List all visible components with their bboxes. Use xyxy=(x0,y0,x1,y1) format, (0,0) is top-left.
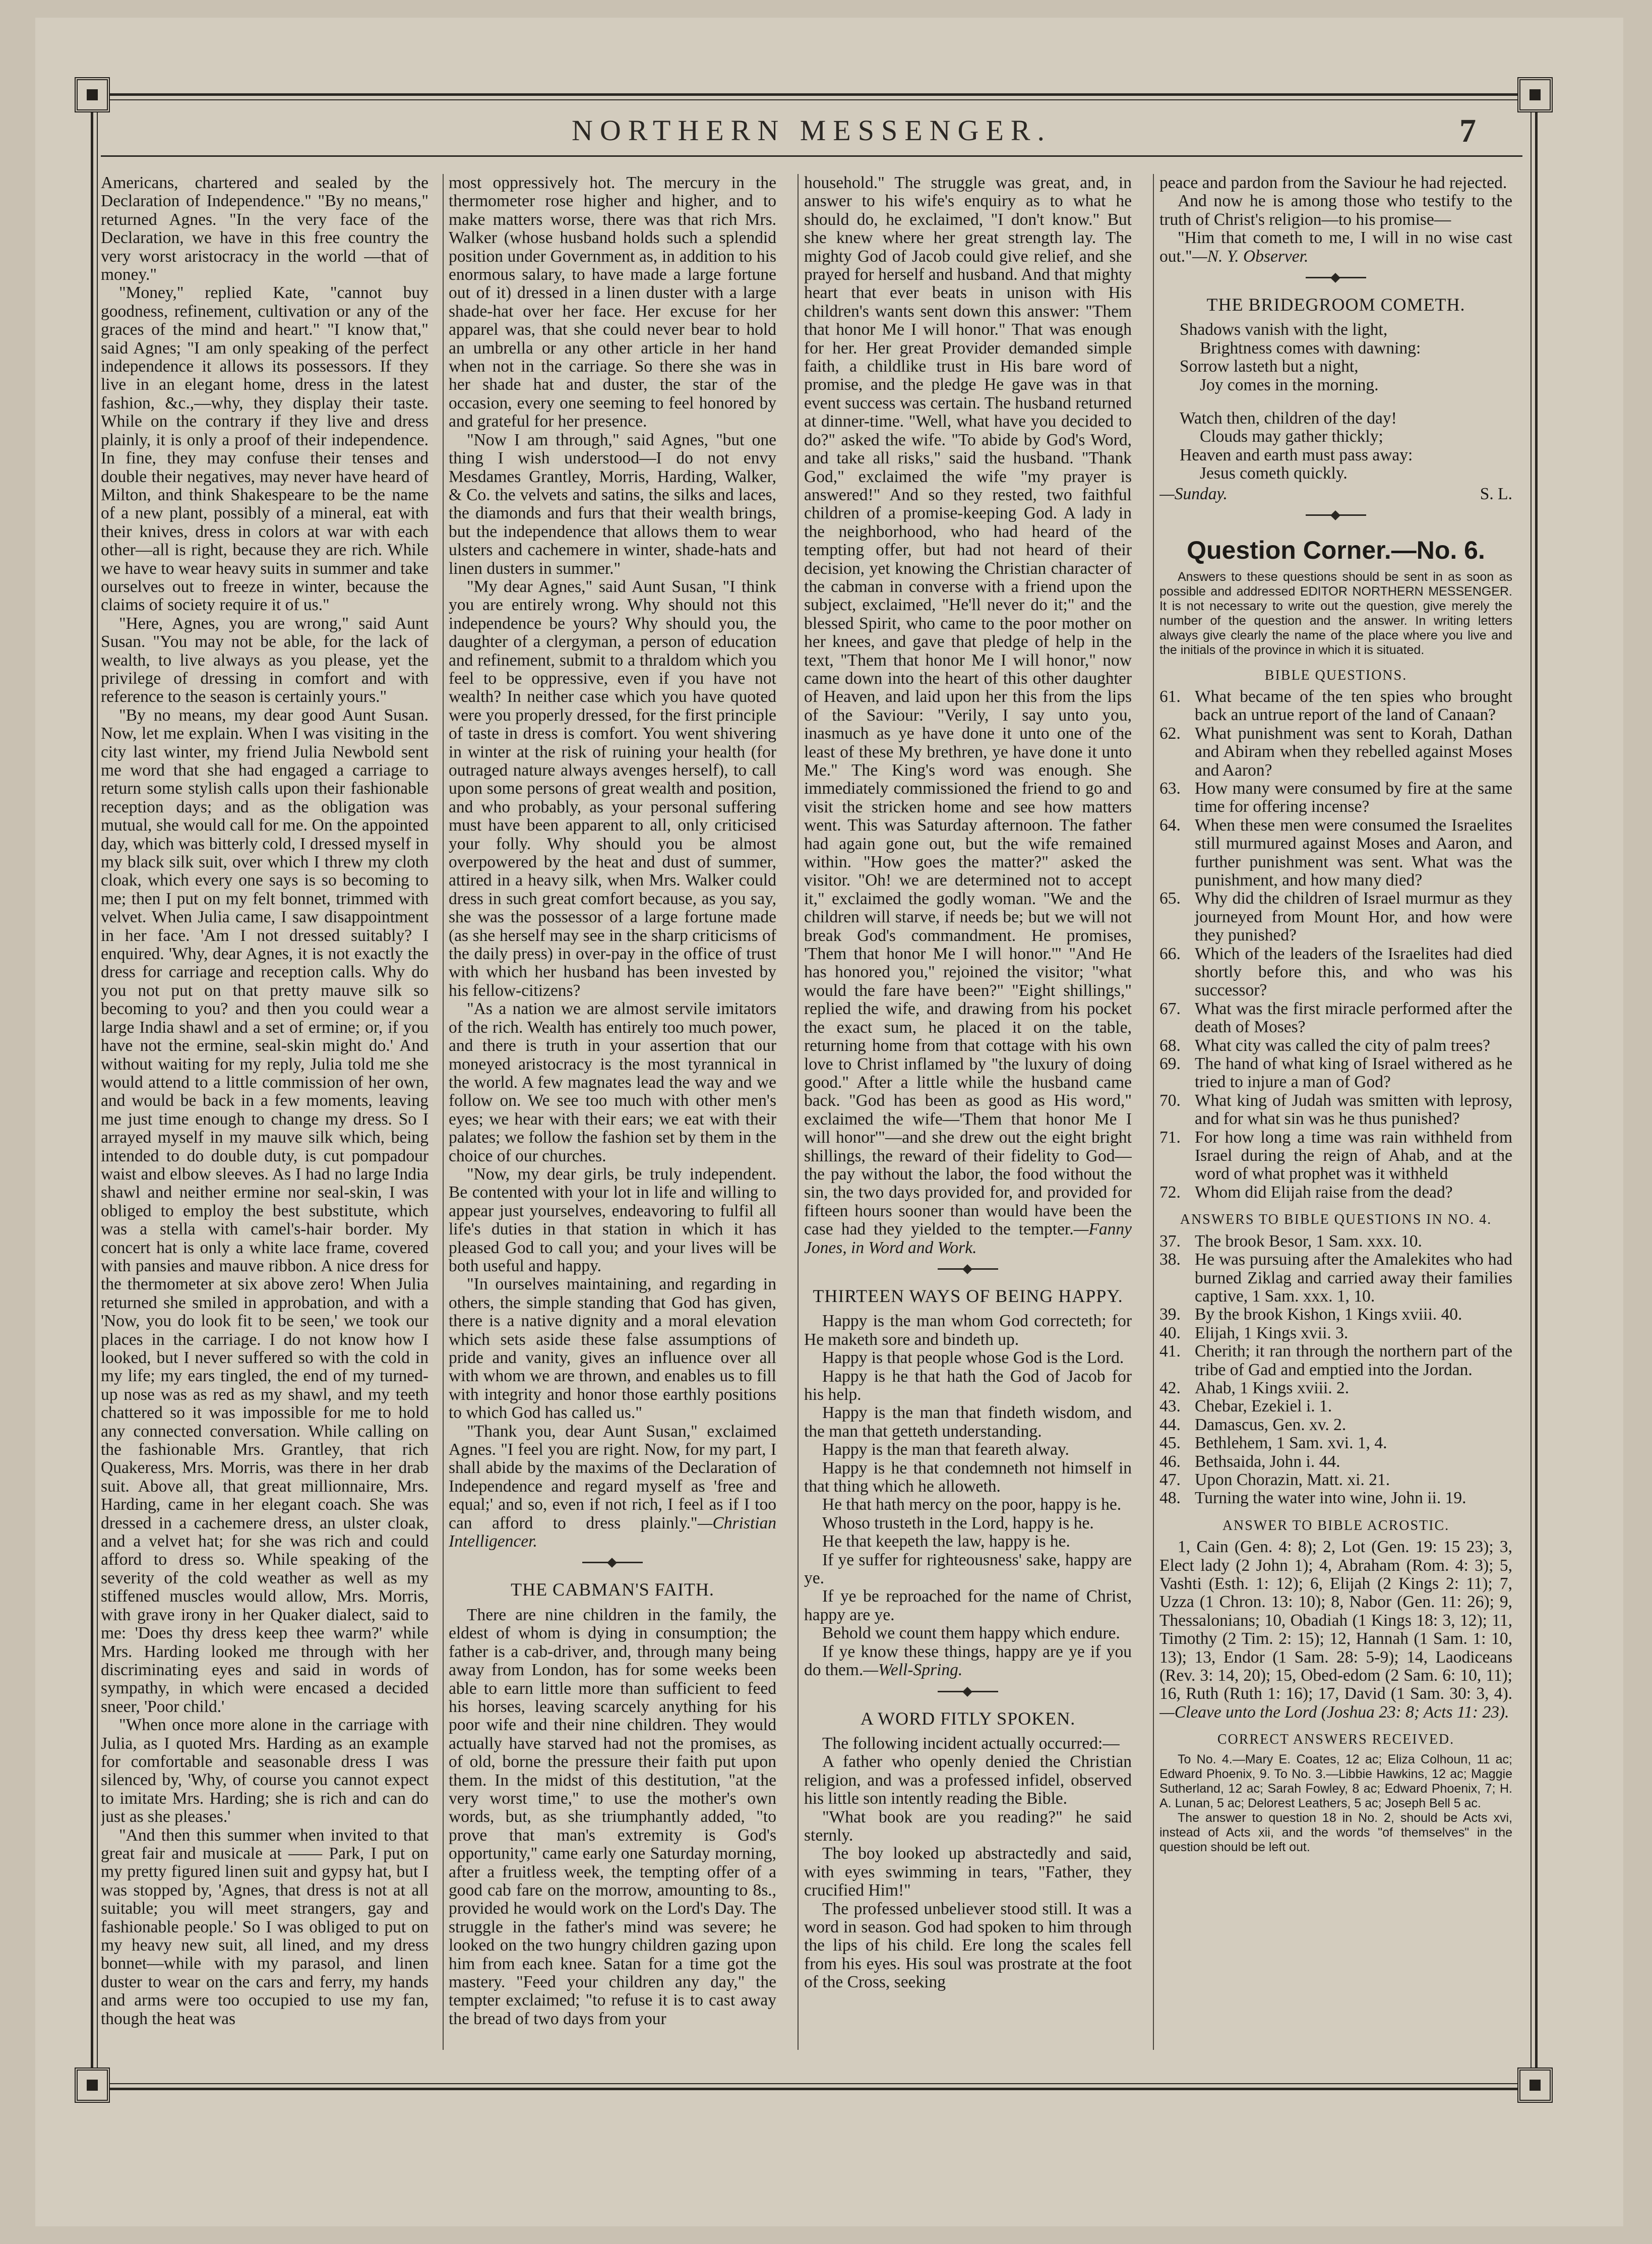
happy-line: Happy is the man that findeth wisdom, and the man that getteth understanding. xyxy=(804,1403,1132,1441)
question-text: What king of Judah was smitten with leprosy, and for what sin was he thus punished? xyxy=(1195,1091,1512,1129)
answer-text: Chebar, Ezekiel i. 1. xyxy=(1195,1397,1332,1416)
source-credit: —Christian Intelligencer. xyxy=(449,1513,776,1551)
article-paragraph: "Here, Agnes, you are wrong," said Aunt Susan. "You may not be able, for the lack of wealth, to live always as you please, yet the privilege of dressing in comfort and with reference to the season is certainly yours." xyxy=(101,614,429,706)
answer-number: 45. xyxy=(1159,1434,1181,1453)
correct-answers-heading: CORRECT ANSWERS RECEIVED. xyxy=(1217,1732,1455,1748)
correction-note: The answer to question 18 in No. 2, should be Acts xvi, instead of Acts xii, and the words "of themselves" in the question should be left out. xyxy=(1159,1810,1512,1854)
article-paragraph: "My dear Agnes," said Aunt Susan, "I think you are entirely wrong. Why should not this independence be yours? Why should you, the daughter of a clergyman, a person of education and refinement, submit to a thraldom which you feel to be oppressive, even if you have not wealth? In neither case which you have quoted were you properly dressed, for the first principle of taste in dress is comfort. You went shivering in winter at the risk of ruining your health (for outraged nature always avenges herself), to call upon some persons of great wealth and position, and who probably, as your personal suffering must have been apparent to all, only criticised your folly. Why should you be almost overpowered by the heat and dust of summer, attired in a heavy silk, when Mrs. Walker could dress in such great comfort because, as you say, she was the possessor of a large fortune made (as she herself may see in the sharp criticisms of the daily press) in over-pay in the office of trust with which her husband has been invested by his fellow-citizens? xyxy=(449,577,776,1000)
section-divider xyxy=(1306,277,1366,278)
masthead-title: NORTHERN MESSENGER. xyxy=(571,114,1052,147)
happy-line: He that hath mercy on the poor, happy is he. xyxy=(822,1495,1122,1514)
list-item xyxy=(1159,1471,1512,1489)
answer-text: Turning the water into wine, John ii. 19. xyxy=(1195,1489,1466,1508)
article-paragraph: peace and pardon from the Saviour he had rejected. xyxy=(1159,174,1507,192)
list-item xyxy=(1159,1397,1512,1415)
poem-line: Joy comes in the morning. xyxy=(1200,375,1379,394)
header-rule xyxy=(101,155,1522,157)
answer-text: Bethsaida, John i. 44. xyxy=(1195,1452,1340,1471)
article-paragraph: And now he is among those who testify to the truth of Christ's religion—to his promise— xyxy=(1159,192,1512,229)
question-number: 62. xyxy=(1159,724,1181,743)
answer-number: 47. xyxy=(1159,1470,1181,1489)
list-item xyxy=(1159,725,1512,780)
answers-list xyxy=(1159,1232,1512,1508)
poem-line: Clouds may gather thickly; xyxy=(1200,427,1383,446)
corner-ornament xyxy=(1517,77,1553,112)
column-separator xyxy=(798,174,799,2050)
poem-line: Jesus cometh quickly. xyxy=(1200,464,1348,483)
section-divider xyxy=(938,1691,998,1692)
acrostic-heading: ANSWER TO BIBLE ACROSTIC. xyxy=(1222,1517,1450,1533)
answer-text: Cherith; it ran through the northern part of the tribe of Gad and emptied into the Jordan. xyxy=(1195,1342,1512,1379)
list-item xyxy=(1159,780,1512,816)
bible-questions-list xyxy=(1159,688,1512,1202)
poem xyxy=(1180,321,1512,483)
question-number: 72. xyxy=(1159,1183,1181,1202)
article-paragraph: The following incident actually occurred:— xyxy=(822,1734,1120,1753)
list-item xyxy=(1159,1251,1512,1306)
column-1 xyxy=(101,174,429,2050)
question-number: 70. xyxy=(1159,1091,1181,1110)
answer-number: 42. xyxy=(1159,1378,1181,1397)
page-number: 7 xyxy=(1459,112,1476,149)
question-text: For how long a time was rain withheld from Israel during the reign of Ahab, and at the word of what prophet was it withheld xyxy=(1195,1128,1512,1184)
question-text: How many were consumed by fire at the same time for offering incense? xyxy=(1195,779,1512,816)
answer-number: 39. xyxy=(1159,1305,1181,1324)
article-paragraph: Americans, chartered and sealed by the Declaration of Independence." "By no means," returned Agnes. "In the very face of the Declaration, we have in this free country the very worst aristocracy in the world —that of money." xyxy=(101,174,429,284)
question-number: 63. xyxy=(1159,779,1181,798)
corner-ornament xyxy=(75,77,110,112)
poem-line: Heaven and earth must pass away: xyxy=(1180,445,1413,464)
question-text: What city was called the city of palm trees? xyxy=(1195,1036,1491,1055)
list-item xyxy=(1159,1489,1512,1507)
answer-number: 46. xyxy=(1159,1452,1181,1471)
answer-text: Damascus, Gen. xv. 2. xyxy=(1195,1415,1347,1434)
article-title: THIRTEEN WAYS OF BEING HAPPY. xyxy=(813,1285,1123,1306)
answer-number: 40. xyxy=(1159,1323,1181,1342)
happy-line: He that keepeth the law, happy is he. xyxy=(822,1532,1070,1551)
correct-answers-text: To No. 4.—Mary E. Coates, 12 ac; Eliza Colhoun, 11 ac; Edward Phoenix, 9. To No. 3.—Libbie Hawkins, 12 ac; Maggie Sutherland, 12 ac; Sarah Fowley, 8 ac; Edward Phoenix, 7; H. A. Lunan, 5 ac; Delorest Leathers, 5 ac; Joseph Bell 5 ac. xyxy=(1159,1752,1512,1810)
acrostic-text: 1, Cain (Gen. 4: 8); 2, Lot (Gen. 19: 15 23); 3, Elect lady (2 John 1); 4, Abraham (Rom. 4: 3); 5, Vashti (Esth. 1: 12); 6, Elijah (2 Kings 2: 11); 7, Uzza (1 Chron. 13: 10); 8, Nabor (Gen. 11: 26); 9, Thessalonians; 10, Obadiah (1 Kings 18: 3, 12); 11, Timothy (2 Tim. 2: 15); 12, Hannah (1 Sam. 1: 10, 13); 13, Endor (1 Sam. 28: 5-9); 14, Laodiceans (Rev. 3: 14, 20); 15, Obed-edom (2 Sam. 6: 10, 11); 16, Ruth (Ruth 1: 16); 17, David (1 Sam. 30: 3, 4). xyxy=(1159,1538,1512,1703)
question-text: Why did the children of Israel murmur as they journeyed from Mount Hor, and how were they punished? xyxy=(1195,889,1512,945)
list-item xyxy=(1159,1416,1512,1434)
list-item xyxy=(1159,1453,1512,1471)
question-text: The hand of what king of Israel withered as he tried to injure a man of God? xyxy=(1195,1054,1512,1092)
poem-line: Sorrow lasteth but a night, xyxy=(1180,357,1359,376)
answer-number: 48. xyxy=(1159,1489,1181,1508)
list-item xyxy=(1159,1306,1512,1324)
happy-line: If ye suffer for righteousness' sake, happy are ye. xyxy=(804,1550,1132,1588)
corner-ornament xyxy=(75,2068,110,2103)
question-number: 71. xyxy=(1159,1128,1181,1147)
article-paragraph: most oppressively hot. The mercury in the thermometer rose higher and higher, and to make matters worse, there was that rich Mrs. Walker (whose husband holds such a splendid position under Government as, in addition to his enormous salary, to have made a large fortune out of it) dressed in a linen duster with a large shade-hat over her face. Her excuse for her apparel was, that she could never bear to hold an umbrella or any other article in her hand when not in the carriage. So there she was in her shade hat and duster, the star of the occasion, every one seeming to feel honored by and grateful for her presence. xyxy=(449,174,776,431)
answer-text: Elijah, 1 Kings xvii. 3. xyxy=(1195,1323,1349,1342)
answer-text: Upon Chorazin, Matt. xi. 21. xyxy=(1195,1470,1390,1489)
column-4 xyxy=(1159,174,1512,2050)
list-item xyxy=(1159,1232,1512,1251)
answer-number: 38. xyxy=(1159,1250,1181,1269)
section-divider xyxy=(938,1268,998,1270)
article-paragraph: "And then this summer when invited to that great fair and musicale at —— Park, I put on my pretty figured linen suit and gypsy hat, but I was stopped by, 'Agnes, that dress is not at all suitable; you will meet strangers, gay and fashionable people.' So I was obliged to put on my heavy new suit, all lined, and my dress bonnet—while with my parasol, and linen duster to wear on the cars and ferry, my hands and arms were too occupied to use my fan, though the heat was xyxy=(101,1825,429,2028)
column-2 xyxy=(449,174,776,2050)
article-paragraph-text: household." The struggle was great, and, in answer to his wife's enquiry as to what he should do, he exclaimed, "I don't know." But she knew where her great strength lay. The mighty God of Jacob could give relief, and she prayed for herself and husband. And that mighty heart that ever beats in unison with His children's wants sent down this answer: "Them that honor Me I will honor." That was enough for her. Her great Provider demanded simple faith, a childlike trust in His bare word of promise, and the pledge He gave was in that event success was certain. The husband returned at dinner-time. "Well, what have you decided to do?" asked the wife. "To abide by God's Word, and take all risks," said the husband. "Thank God," exclaimed the wife "my prayer is answered!" And so they rested, two faithful children of a promise-keeping God. A lady in the neighborhood, who had heard of the tempting offer, but had not heard of their decision, yet knowing the Christian character of the cabman in converse with a friend upon the subject, exclaimed, "He'll never do it;" and the blessed Spirit, who came to the poor mother on her knees, and gave that pledge of help in the text, "Them that honor Me I will honor," now came down into the heart of this other daughter of Heaven, and laid upon her this from the lips of the Saviour: "Verily, I say unto you, inasmuch as ye have done it unto one of the least of these My brethren, ye have done it unto Me." The King's word was enough. She immediately commissioned the friend to go and visit the stricken home and see how matters went. This was Saturday afternoon. The father had again gone out, but the wife remained within. "How goes the matter?" asked the visitor. "Oh! we are determined not to accept it," exclaimed the godly woman. "We and the children will starve, if needs be; but we will not break God's commandment. He promises, 'Them that honor Me I will honor.'" "And He has honored you," rejoined the visitor; "what would the fare have been?" "Eight shillings," replied the wife, and drawing from his pocket the exact sum, he placed it on the table, returning home from that cottage with his own love to Christ inflamed by "the luxury of doing good." After a little while the husband came back. "God has been as good as His word," exclaimed the wife—'Them that honor Me I will honor'"—and she drew out the eight bright shillings, the reward of their fidelity to God—the pay without the labor, the food without the sin, the two days provided for, and provided for fifteen hours sooner than would have been the case had they yielded to the tempter. xyxy=(804,174,1132,1239)
question-corner-title: Question Corner.—No. 6. xyxy=(1187,536,1485,565)
poem-line: Watch then, children of the day! xyxy=(1180,409,1397,428)
article-paragraph: "What book are you reading?" he said sternly. xyxy=(804,1807,1132,1845)
answers-heading: ANSWERS TO BIBLE QUESTIONS IN NO. 4. xyxy=(1180,1212,1492,1228)
list-item xyxy=(1159,1184,1512,1202)
list-item xyxy=(1159,1037,1512,1055)
article-paragraph: A father who openly denied the Christian religion, and was a professed infidel, observed his little son intently reading the Bible. xyxy=(804,1752,1132,1808)
source-credit: —Well-Spring. xyxy=(863,1661,963,1680)
section-divider xyxy=(582,1562,643,1563)
happy-line: Happy is he that condemneth not himself in that thing which he alloweth. xyxy=(804,1458,1132,1496)
list-item xyxy=(1159,1434,1512,1452)
question-corner-note: Answers to these questions should be sent in as soon as possible and addressed EDITOR NORTHERN MESSENGER. It is not necessary to write out the question, give merely the number of the question and the answer. In writing letters always give clearly the name of the place where you live and the initials of the province in which it is situated. xyxy=(1159,569,1512,657)
happy-line: Happy is he that hath the God of Jacob for his help. xyxy=(804,1367,1132,1404)
happy-line: Happy is that people whose God is the Lord. xyxy=(822,1348,1124,1368)
list-item xyxy=(1159,1324,1512,1342)
section-divider xyxy=(1306,514,1366,516)
article-paragraph xyxy=(449,1423,776,1551)
article-paragraph: "Money," replied Kate, "cannot buy goodness, refinement, cultivation or any of the graces of the mind and heart." "I know that," said Agnes; "I am only speaking of the perfect independence it allows its possessors. If they live in an elegant home, dress in the latest fashion, &c.,—why, they display their taste. While on the contrary if they live and dress plainly, it is only a proof of their independence. In fine, they may confuse their tenses and double their negatives, may never have heard of Milton, and think Shakespeare to be the name of a new plant, possibly of a mineral, eat with their knives, dress in colors at war with each other—all is right, because they are rich. While we have to wear heavy suits in summer and take ourselves out to freeze in winter, because the claims of society require it of us." xyxy=(101,283,429,615)
acrostic-solution: —Cleave unto the Lord (Joshua 23: 8; Acts 11: 23). xyxy=(1159,1702,1509,1722)
happy-line-text: If ye know these things, happy are ye if you do them. xyxy=(804,1642,1132,1680)
bible-questions-heading: BIBLE QUESTIONS. xyxy=(1264,667,1408,683)
list-item xyxy=(1159,688,1512,725)
article-title: THE CABMAN'S FAITH. xyxy=(511,1579,714,1600)
question-number: 68. xyxy=(1159,1036,1181,1055)
question-text: What was the first miracle performed after the death of Moses? xyxy=(1195,999,1512,1037)
answer-number: 37. xyxy=(1159,1231,1181,1251)
article-paragraph: The boy looked up abstractedly and said, with eyes swimming in tears, "Father, they crucified Him!" xyxy=(804,1844,1132,1900)
list-item xyxy=(1159,1055,1512,1092)
source-credit: —N. Y. Observer. xyxy=(1192,247,1309,266)
list-item xyxy=(1159,1000,1512,1037)
article-paragraph-text: "Thank you, dear Aunt Susan," exclaimed Agnes. "I feel you are right. Now, for my part, I shall abide by the maxims of the Declaration of Independence and regard myself as 'free and equal;' and so, even if not rich, I feel as if I too can afford to dress plainly." xyxy=(449,1422,776,1532)
corner-ornament xyxy=(1517,2068,1553,2103)
answer-number: 43. xyxy=(1159,1397,1181,1416)
article-paragraph: "Now, my dear girls, be truly independent. Be contented with your lot in life and willing to appear just yourselves, endeavoring to fulfil all life's duties in that station in which it has pleased God to call you; and your lives will be both useful and happy. xyxy=(449,1164,776,1275)
happy-line: Behold we count them happy which endure. xyxy=(822,1624,1120,1643)
answer-text: He was pursuing after the Amalekites who had burned Ziklag and carried away their families captive, 1 Sam. xxx. 1, 10. xyxy=(1195,1250,1512,1306)
poem-signoff xyxy=(1159,485,1512,503)
answer-text: Bethlehem, 1 Sam. xvi. 1, 4. xyxy=(1195,1434,1387,1453)
author-initials: S. L. xyxy=(1480,484,1512,503)
question-text: When these men were consumed the Israelites still murmured against Moses and Aaron, and further punishment was sent. What was the punishment, and how many died? xyxy=(1195,815,1512,890)
column-3 xyxy=(804,174,1132,2050)
poem-line: Shadows vanish with the light, xyxy=(1180,320,1388,339)
list-item xyxy=(1159,1129,1512,1184)
poem-line: Brightness comes with dawning: xyxy=(1200,338,1421,358)
article-paragraph: "Now I am through," said Agnes, "but one thing I wish understood—I do not envy Mesdames Grantley, Morris, Harding, Walker, & Co. the velvets and satins, the silks and laces, the diamonds and furs that their wealth brings, but the independence that allows them to wear ulsters and cachemere in winter, shade-hats and linen dusters in summer." xyxy=(449,430,776,578)
question-text: What punishment was sent to Korah, Dathan and Abiram when they rebelled against Moses and Aaron? xyxy=(1195,724,1512,780)
list-item xyxy=(1159,945,1512,1000)
article-paragraph-text: "Him that cometh to me, I will in no wise cast out." xyxy=(1159,228,1512,266)
list-item xyxy=(1159,1379,1512,1397)
question-number: 61. xyxy=(1159,687,1181,706)
article-title: A WORD FITLY SPOKEN. xyxy=(860,1708,1076,1729)
question-text: What became of the ten spies who brought back an untrue report of the land of Canaan? xyxy=(1195,687,1512,725)
question-number: 69. xyxy=(1159,1054,1181,1074)
question-text: Which of the leaders of the Israelites had died shortly before this, and who was his successor? xyxy=(1195,944,1512,1000)
acrostic-answer xyxy=(1159,1538,1512,1722)
article-paragraph: "When once more alone in the carriage with Julia, as I quoted Mrs. Harding as an example for comfortable and seasonable dress I was silenced by, 'Why, of course you cannot expect to imitate Mrs. Harding; she is rich and can do just as she pleases.' xyxy=(101,1716,429,1826)
question-text: Whom did Elijah raise from the dead? xyxy=(1195,1183,1453,1202)
article-paragraph: "As a nation we are almost servile imitators of the rich. Wealth has entirely too much power, and there is truth in your assertion that our moneyed aristocracy is the most tyrannical in the world. A few magnates lead the way and we follow on. We see too much with other men's eyes; we hear with their ears; we eat with their palates; we follow the fashion set by them in the choice of our churches. xyxy=(449,999,776,1165)
column-separator xyxy=(443,174,444,2050)
list-item xyxy=(1159,1092,1512,1129)
article-paragraph: There are nine children in the family, the eldest of whom is dying in consumption; the father is a cab-driver, and, through many being away from London, has for some weeks been able to earn little more than sufficient to feed his horses, leaving scarcely anything for his poor wife and their nine children. They would actually have starved had not the promises, as of old, borne the pressure their faith put upon them. In the midst of this destitution, "at the very worst time," to use the mother's own words, but, as she triumphantly added, "to prove that man's extremity is God's opportunity," came early one Saturday morning, after a fruitless week, the tempting offer of a good cab fare on the morrow, amounting to 8s., provided he would work on the Lord's Day. The struggle in the father's mind was severe; he looked on the two hungry children gazing upon him from each knee. Satan for a time got the mastery. "Feed your children any day," the tempter exclaimed; "to refuse it is to cast away the bread of two days from your xyxy=(449,1605,776,2028)
question-number: 65. xyxy=(1159,889,1181,908)
list-item xyxy=(1159,816,1512,890)
list-item xyxy=(1159,890,1512,944)
happy-line: Whoso trusteth in the Lord, happy is he. xyxy=(822,1513,1094,1532)
poem-title: THE BRIDEGROOM COMETH. xyxy=(1206,294,1465,315)
article-paragraph: The professed unbeliever stood still. It was a word in season. God had spoken to him through the lips of his child. Ere long the scales fell from his eyes. His soul was prostrate at the foot of the Cross, seeking xyxy=(804,1899,1132,1992)
answer-text: The brook Besor, 1 Sam. xxx. 10. xyxy=(1195,1231,1422,1251)
article-paragraph xyxy=(1159,229,1512,266)
happy-line: Happy is the man whom God correcteth; for He maketh sore and bindeth up. xyxy=(804,1312,1132,1349)
answer-text: By the brook Kishon, 1 Kings xviii. 40. xyxy=(1195,1305,1462,1324)
source-credit: —Fanny Jones, in Word and Work. xyxy=(804,1220,1132,1257)
article-paragraph: "In ourselves maintaining, and regarding in others, the simple standing that God has given, there is a native dignity and a moral elevation which sets aside these false assumptions of pride and vanity, gives an influence over all with whom we are thrown, and enables us to fill with integrity and honor those earthly positions to which God has called us." xyxy=(449,1275,776,1423)
question-number: 67. xyxy=(1159,999,1181,1018)
happy-line xyxy=(804,1643,1132,1680)
question-number: 66. xyxy=(1159,944,1181,963)
answer-text: Ahab, 1 Kings xviii. 2. xyxy=(1195,1378,1350,1397)
happy-line: If ye be reproached for the name of Christ, happy are ye. xyxy=(804,1587,1132,1624)
answer-number: 44. xyxy=(1159,1415,1181,1434)
article-paragraph: "By no means, my dear good Aunt Susan. Now, let me explain. When I was visiting in the city last winter, my friend Julia Newbold sent me word that she had engaged a carriage to return some stylish calls upon their fashionable reception days; and as the obligation was mutual, she would call for me. On the appointed day, which was bitterly cold, I dressed myself in my black silk suit, over which I threw my cloth cloak, which every one says is so becoming to me; then I put on my felt bonnet, trimmed with velvet. When Julia came, I saw disappointment in her face. 'Am I not dressed suitably? I enquired. 'Why, dear Agnes, it is not exactly the dress for carriage and reception calls. Why do you not put on that pretty mauve silk so becoming to you? and then you could wear a large India shawl and a set of ermine; or, if you have not the ermine, seal-skin might do.' And without waiting for my reply, Julia told me she would attend to a little commission of her own, and would be back in a few moments, leaving me just time enough to change my dress. So I arrayed myself in my mauve silk which, being intended to do double duty, is cut pompadour waist and elbow sleeves. As I had no large India shawl and neither ermine nor seal-skin, I was obliged to employ the best substitute, which was a stella with camel's-hair border. My concert hat is only a white lace frame, covered with pansies and mauve ribbon. A nice dress for the thermometer at six above zero! When Julia returned she smiled in approbation, and with a 'Now, you do look fit to be seen,' we took our places in the carriage. I do not know how I looked, but I never suffered so with the cold in my life; my ears tingled, the end of my turned-up nose was as red as my shawl, and my teeth chattered so it was impossible for me to hold any connected conversation. While calling on the fashionable Mrs. Grantley, that rich Quakeress, Mrs. Morris, was there in her drab suit. Above all, that great millionnaire, Mrs. Harding, came in her elegant coach. She was dressed in a cachemere dress, an ulster cloak, and a velvet hat; for she was rich and could afford to dress so. While speaking of the severity of the cold weather as well as my stiffened muscles would allow, Mrs. Morris, with grave irony in her Quaker dialect, said to me: 'Does thy dress keep thee warm?' while Mrs. Harding looked me through with her discriminating eyes and said in words of sympathy, in which were encased a decided sneer, 'Poor child.' xyxy=(101,705,429,1716)
list-item xyxy=(1159,1342,1512,1379)
source-credit: —Sunday. xyxy=(1159,484,1228,503)
column-separator xyxy=(1153,174,1154,2050)
article-paragraph xyxy=(804,174,1132,1257)
happy-line: Happy is the man that feareth alway. xyxy=(822,1440,1069,1459)
answer-number: 41. xyxy=(1159,1342,1181,1361)
question-number: 64. xyxy=(1159,815,1181,835)
